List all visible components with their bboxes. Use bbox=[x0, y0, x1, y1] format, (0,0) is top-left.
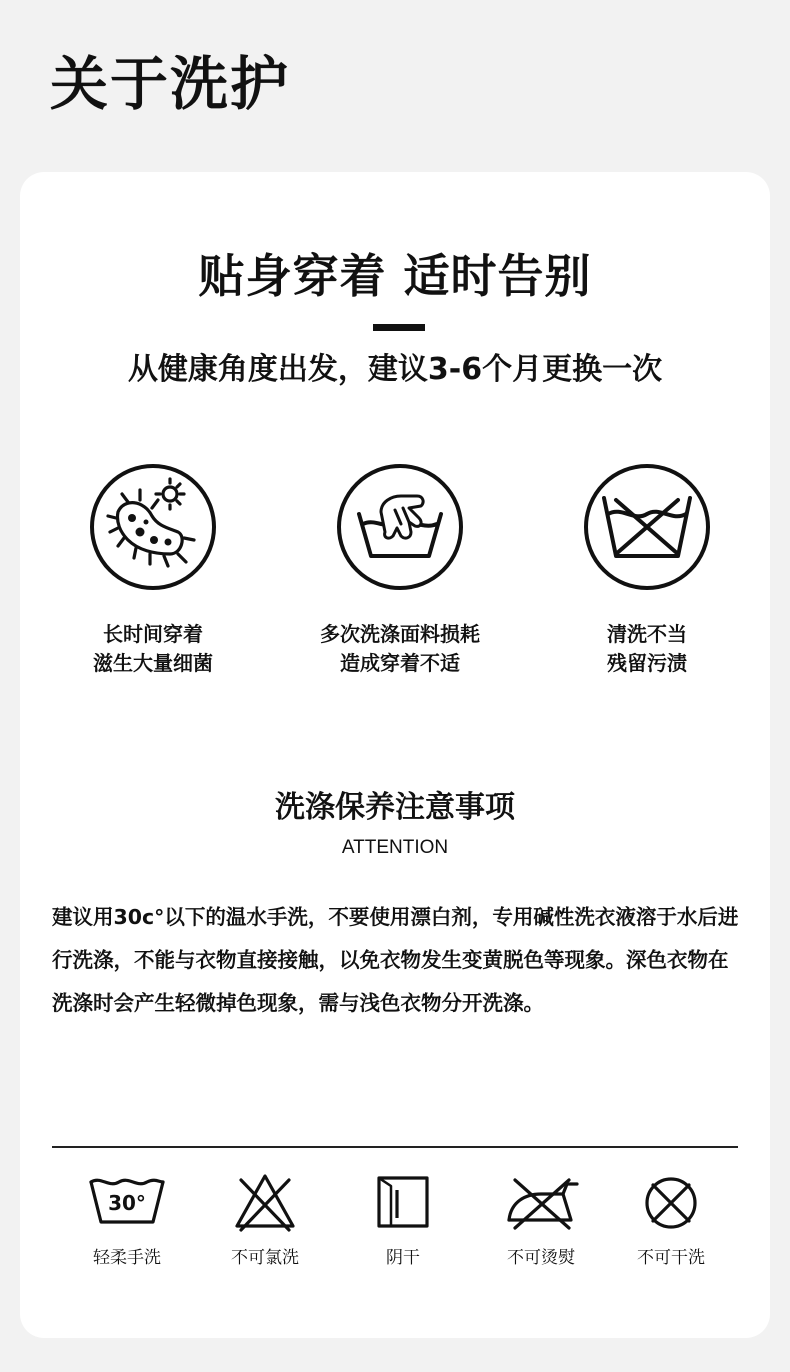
risk-text bbox=[28, 620, 278, 678]
dry-in-shade-icon bbox=[363, 1172, 443, 1234]
headline: 贴身穿着 适时告别 bbox=[198, 249, 592, 303]
care-item-no-iron bbox=[476, 1172, 606, 1270]
risk-item-bacteria bbox=[28, 462, 278, 678]
wash-30-icon bbox=[87, 1172, 167, 1234]
bacteria-icon bbox=[88, 462, 218, 592]
headline-divider bbox=[373, 324, 425, 331]
no-iron-icon bbox=[501, 1172, 581, 1234]
care-instructions-text: 建议用30c°以下的温水手洗，不要使用漂白剂，专用碱性洗衣液溶于水后进行洗涤，不能与衣物直接接触，以免衣物发生变黄脱色等现象。深色衣物在洗涤时会产生轻微掉色现象，需与浅色衣物分开洗涤。 bbox=[52, 905, 739, 1015]
risk-text bbox=[522, 620, 772, 678]
risk-item-fabric-wear bbox=[275, 462, 525, 678]
washing-care-card bbox=[20, 172, 770, 1338]
care-label: 阴干 bbox=[386, 1248, 420, 1268]
no-bleach-icon bbox=[225, 1172, 305, 1234]
care-label: 不可氯洗 bbox=[231, 1248, 299, 1268]
risk-line-2: 残留污渍 bbox=[607, 651, 687, 675]
risk-item-stains bbox=[522, 462, 772, 678]
care-item-no-dry-clean bbox=[606, 1172, 736, 1270]
care-label: 不可干洗 bbox=[637, 1248, 705, 1268]
wash-temperature: 30° bbox=[108, 1191, 146, 1215]
risk-line-2: 滋生大量细菌 bbox=[93, 651, 213, 675]
care-divider bbox=[52, 1146, 738, 1148]
risk-line-2: 造成穿着不适 bbox=[340, 651, 460, 675]
care-item-hand-wash bbox=[62, 1172, 192, 1270]
care-label: 不可烫熨 bbox=[507, 1248, 575, 1268]
page-title: 关于洗护 bbox=[50, 50, 291, 118]
section-subtitle: ATTENTION bbox=[341, 837, 449, 858]
risk-line-1: 长时间穿着 bbox=[103, 622, 203, 646]
care-item-no-bleach bbox=[200, 1172, 330, 1270]
risk-text bbox=[275, 620, 525, 678]
risk-line-1: 清洗不当 bbox=[607, 622, 687, 646]
subheadline: 从健康角度出发，建议3-6个月更换一次 bbox=[127, 352, 663, 387]
risk-line-1: 多次洗涤面料损耗 bbox=[320, 622, 480, 646]
hand-wash-icon bbox=[335, 462, 465, 592]
care-item-dry-in-shade bbox=[338, 1172, 468, 1270]
section-title: 洗涤保养注意事项 bbox=[275, 790, 515, 825]
do-not-wash-icon bbox=[582, 462, 712, 592]
care-label: 轻柔手洗 bbox=[93, 1248, 161, 1268]
no-dry-clean-icon bbox=[631, 1172, 711, 1234]
